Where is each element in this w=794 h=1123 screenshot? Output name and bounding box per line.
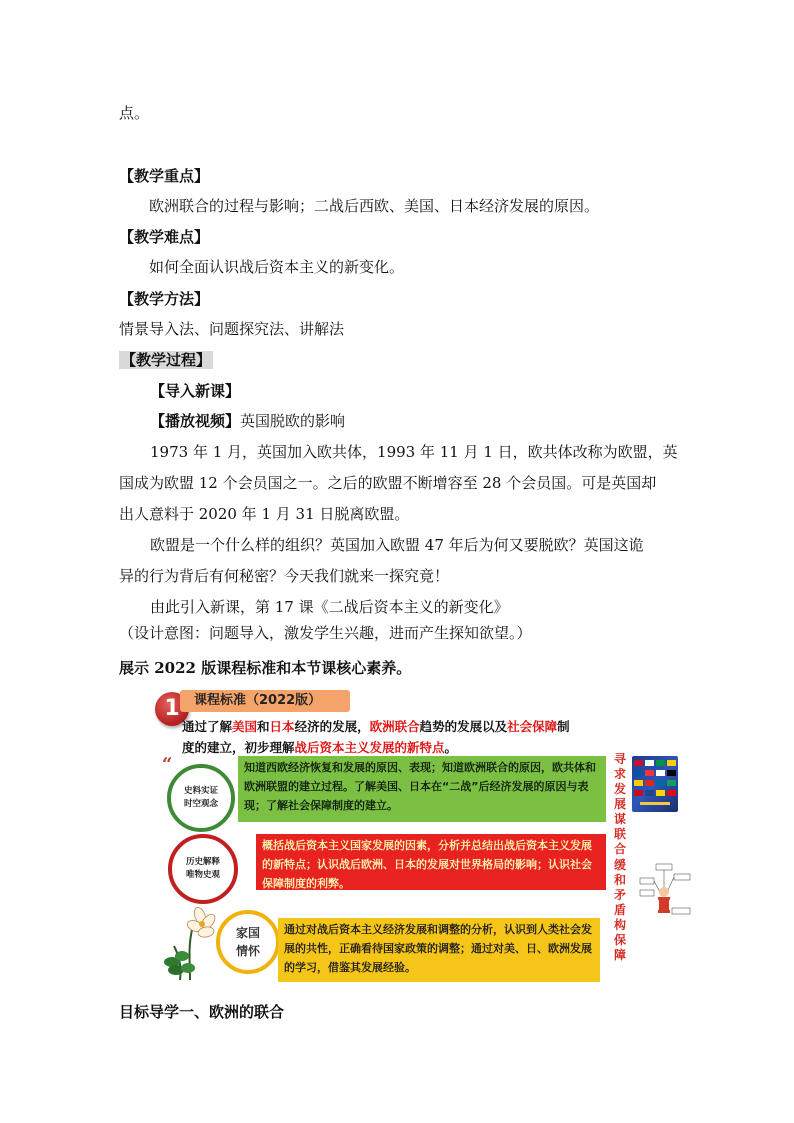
- video-label: 【播放视频】: [150, 412, 241, 430]
- side-caption-security: 缓和矛盾构保障: [613, 858, 626, 962]
- text-line: [150, 411, 345, 431]
- heading-methods: 【教学方法】: [119, 290, 210, 308]
- heading-process: [119, 350, 213, 370]
- text-line: 异的行为背后有何秘密？今天我们就来一探究竟！: [119, 567, 450, 585]
- video-title: 英国脱欧的影响: [240, 412, 346, 430]
- literacy-circle-evidence: 史料实证 时空观念: [167, 764, 235, 832]
- text-line: 国成为欧盟 12 个会员国之一。之后的欧盟不断增容至 28 个会员国。可是英国却: [119, 474, 657, 492]
- text-line: 出人意料于 2020 年 1 月 31 日脱离欧盟。: [119, 505, 410, 523]
- eu-flags-image: [632, 756, 678, 812]
- standard-title: 课程标准（2022版）: [180, 690, 350, 712]
- flower-illustration: [160, 902, 220, 982]
- number-badge: 1: [155, 692, 189, 726]
- text-line: 如何全面认识战后资本主义的新变化。: [149, 258, 405, 276]
- text-line: 1973 年 1 月，英国加入欧共体，1993 年 11 月 1 日，欧共体改称为欧盟，英: [150, 443, 678, 461]
- heading-key-points: 【教学重点】: [119, 167, 210, 185]
- heading-standards: 展示 2022 版课程标准和本节课核心素养。: [119, 659, 412, 677]
- heading-difficulties: 【教学难点】: [119, 228, 210, 246]
- text-line: 欧洲联合的过程与影响；二战后西欧、美国、日本经济发展的原因。: [149, 197, 600, 215]
- text-line: 情景导入法、问题探究法、讲解法: [119, 320, 345, 338]
- text-line: 点。: [119, 104, 150, 122]
- literacy-circle-patriotism: 家国 情怀: [216, 910, 280, 974]
- design-intent: （设计意图：问题导入，激发学生兴趣，进而产生探知欲望。）: [119, 624, 532, 642]
- highlighted-heading: 【教学过程】: [121, 351, 212, 369]
- text-line: 欧盟是一个什么样的组织？英国加入欧盟 47 年后为何又要脱欧？英国这诡: [150, 536, 644, 554]
- heading-intro: 【导入新课】: [150, 382, 241, 400]
- quote-mark: “: [162, 754, 173, 775]
- side-caption-union: 寻求发展谋联合: [613, 752, 626, 856]
- standard-text: 通过了解美国和日本经济的发展，欧洲联合趋势的发展以及社会保障制 度的建立，初步理解战后资本主义发展的新特点。: [182, 719, 570, 755]
- text-line: 由此引入新课，第 17 课《二战后资本主义的新变化》: [150, 598, 509, 616]
- literacy-box-green: 知道西欧经济恢复和发展的原因、表现；知道欧洲联合的原因，欧共体和欧洲联盟的建立过程。了解美国、日本在“二战”后经济发展的原因与表现；了解社会保障制度的建立。: [238, 756, 606, 822]
- social-security-chart: [638, 858, 692, 920]
- literacy-box-red: 概括战后资本主义国家发展的因素，分析并总结出战后资本主义发展的新特点；认识战后欧洲、日本的发展对世界格局的影响；认识社会保障制度的利弊。: [256, 834, 606, 890]
- literacy-circle-interpretation: 历史解释 唯物史观: [168, 834, 238, 904]
- heading-objective-one: 目标导学一、欧洲的联合: [119, 1003, 285, 1021]
- literacy-box-yellow: 通过对战后资本主义经济发展和调整的分析，认识到人类社会发展的共性，正确看待国家政策的调整；通过对美、日、欧洲发展的学习，借鉴其发展经验。: [278, 918, 600, 982]
